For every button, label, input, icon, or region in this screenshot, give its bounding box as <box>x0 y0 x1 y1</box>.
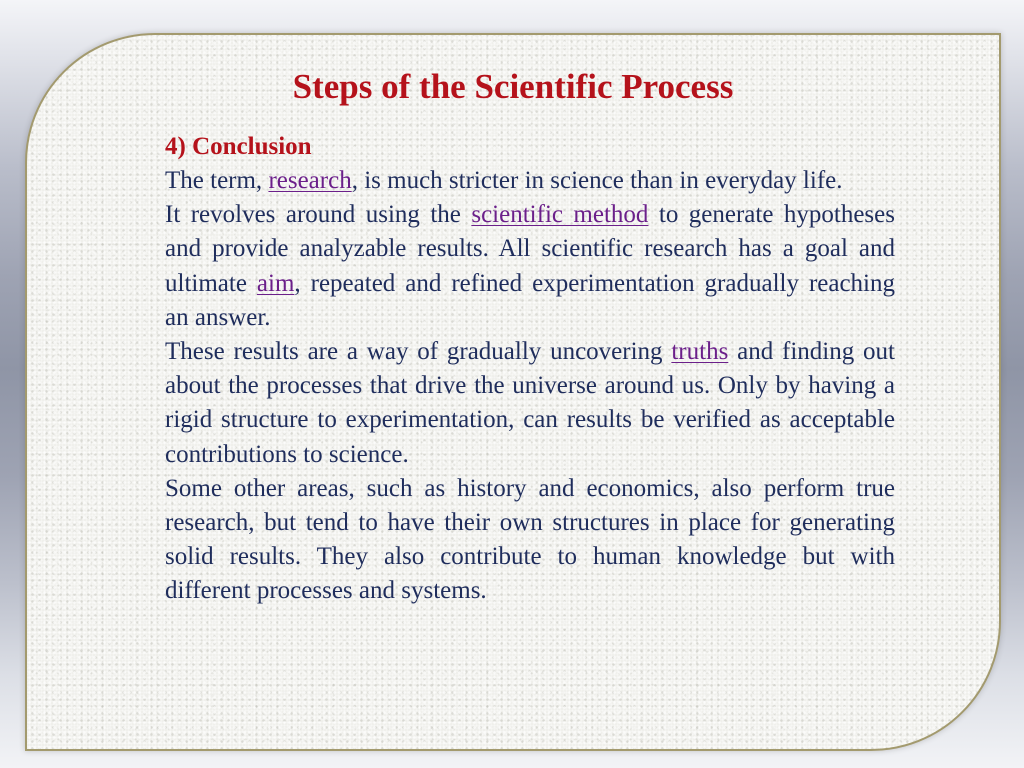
slide-title: Steps of the Scientific Process <box>292 67 734 106</box>
truths-link[interactable]: truths <box>671 338 729 366</box>
paragraph-research <box>165 164 895 198</box>
paragraph-other-areas: Some other areas, such as history and economics, also perform true research, but tend to have their own structures in place for generating solid results. They also contribute to human knowledge but with different processes and systems. <box>165 474 895 605</box>
paragraph-text: These results are a way of gradually uncovering <box>165 338 672 366</box>
paragraph-text: , is much stricter in science than in everyday life. <box>351 167 843 194</box>
section-heading: 4) Conclusion <box>165 133 312 160</box>
paragraph-text: and finding out about the processes that drive the universe around us. Only by having a rigid structure to experimentation, can results be verified as acceptable contributions to science. <box>165 338 895 468</box>
paragraph-text: It revolves around using the <box>165 201 472 229</box>
scientific-method-link[interactable]: scientific method <box>471 201 649 229</box>
slide-content <box>165 130 895 609</box>
research-link[interactable]: research <box>268 167 352 194</box>
slide-card <box>25 33 1001 751</box>
paragraph-truths <box>165 335 895 472</box>
paragraph-text: The term, <box>165 167 269 194</box>
aim-link[interactable]: aim <box>256 269 295 297</box>
paragraph-text: to generate hypotheses and provide analyzable results. All scientific research has a goal and ultimate <box>165 201 895 297</box>
paragraph-text: , repeated and refined experimentation gradually reaching an answer. <box>165 269 895 331</box>
paragraph-scientific-method <box>165 198 895 335</box>
